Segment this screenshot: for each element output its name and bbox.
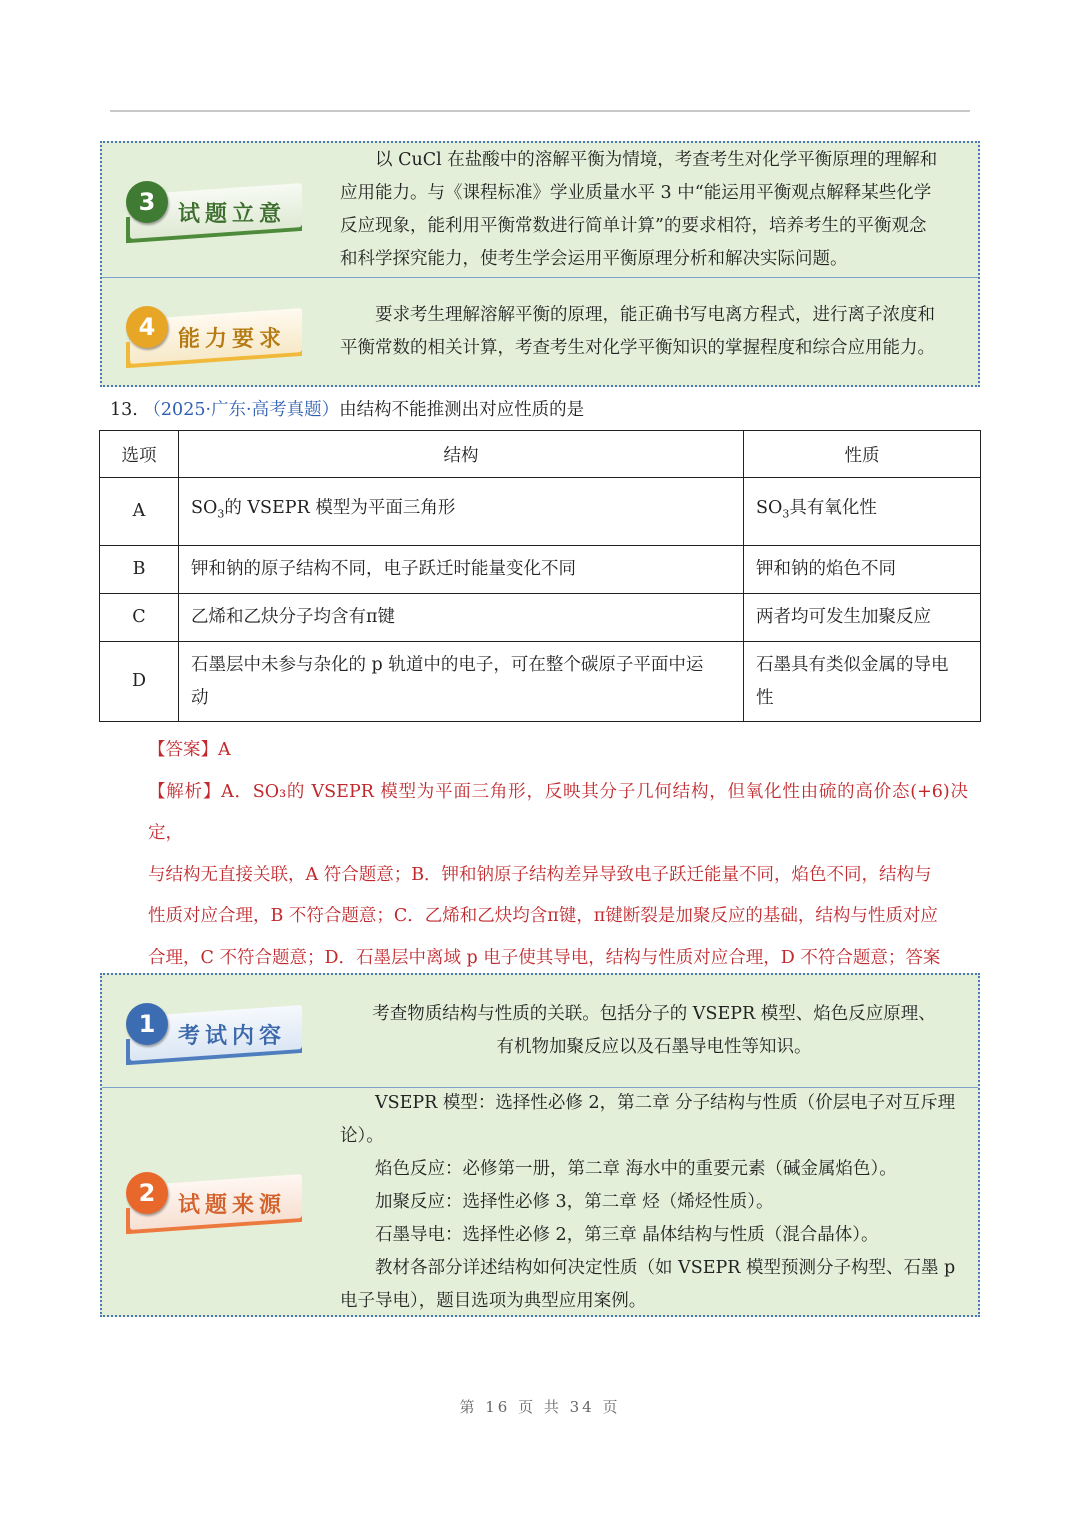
- table-header-row: [100, 431, 981, 478]
- property-cell: $SO_3$具有氧化性: [744, 478, 981, 546]
- badge-title: 试题立意: [178, 202, 287, 227]
- option-label: C: [100, 594, 179, 642]
- header-property: 性质: [744, 431, 981, 478]
- structure-cell: 钾和钠的原子结构不同，电子跃迁时能量变化不同: [179, 546, 744, 594]
- structure-cell: 石墨层中未参与杂化的 p 轨道中的电子，可在整个碳原子平面中运 动: [179, 642, 744, 722]
- badge-source: [126, 1172, 311, 1234]
- table-row: [100, 594, 981, 642]
- property-cell: 石墨具有类似金属的导电 性: [744, 642, 981, 722]
- badge-title: 试题来源: [178, 1193, 287, 1218]
- intent-text: 以 CuCl 在盐酸中的溶解平衡为情境，考查考生对化学平衡原理的理解和 应用能力。与《课程标准》学业质量水平 3 中“能运用平衡观点解释某些化学 反应现象，能利用平衡常数进行简单计算”的要求相符，培养考生的平衡观念 和科学探究能力，使考生学会运用平衡原理分析和解决实际问题。: [340, 150, 938, 269]
- structure-cell: 乙烯和乙炔分子均含有π键: [179, 594, 744, 642]
- page-number: 第 16 页 共 34 页: [459, 1398, 621, 1416]
- header-option: 选项: [100, 431, 179, 478]
- badge-number: 3: [126, 181, 168, 223]
- question-text: 由结构不能推测出对应性质的是: [339, 400, 585, 420]
- table-row: [100, 478, 981, 546]
- answer-line: 【答案】A: [148, 740, 231, 760]
- option-label: A: [100, 478, 179, 546]
- content-text: 考查物质结构与性质的关联。包括分子的 VSEPR 模型、焰色反应原理、 有机物加聚反应以及石墨导电性等知识。: [372, 1004, 936, 1057]
- table-row: [100, 546, 981, 594]
- badge-intent: [126, 181, 311, 243]
- section-content: [102, 975, 978, 1087]
- question-source: （2025·广东·高考真题）: [143, 400, 340, 420]
- question-number: 13.: [110, 400, 138, 420]
- badge-number: 1: [126, 1003, 168, 1045]
- option-label: D: [100, 642, 179, 722]
- badge-ability: [126, 306, 311, 368]
- table-row: [100, 642, 981, 722]
- property-cell: 钾和钠的焰色不同: [744, 546, 981, 594]
- header-rule: [110, 110, 970, 112]
- header-structure: 结构: [179, 431, 744, 478]
- option-label: B: [100, 546, 179, 594]
- badge-number: 4: [126, 306, 168, 348]
- analysis-line: 【解析】A．SO₃的 VSEPR 模型为平面三角形，反映其分子几何结构，但氧化性由硫的高价态(+6)决定，: [148, 781, 968, 843]
- analysis-line: 合理，C 不符合题意；D．石墨层中离域 p 电子使其导电，结构与性质对应合理，D 不符合题意；答案: [148, 947, 941, 968]
- info-box-intent-ability: [100, 141, 980, 387]
- property-cell: 两者均可发生加聚反应: [744, 594, 981, 642]
- badge-content: [126, 1003, 311, 1065]
- question-stem: [110, 396, 584, 421]
- options-table: [99, 430, 981, 722]
- analysis-line: 与结构无直接关联，A 符合题意；B．钾和钠原子结构差异导致电子跃迁能量不同，焰色不同，结构与: [148, 864, 932, 885]
- structure-cell: $SO_3$的 VSEPR 模型为平面三角形: [179, 478, 744, 546]
- badge-number: 2: [126, 1172, 168, 1214]
- badge-title: 考试内容: [178, 1024, 287, 1049]
- section-ability: [102, 278, 978, 386]
- info-box-content-source: [100, 973, 980, 1317]
- section-intent: [102, 143, 978, 277]
- source-text: VSEPR 模型：选择性必修 2，第二章 分子结构与性质（价层电子对互斥理 论）。 焰色反应：必修第一册，第二章 海水中的重要元素（碱金属焰色）。 加聚反应：选择性必修 3，第二章 烃（烯烃性质）。 石墨导电：选择性必修 2，第三章 晶体结构与性质（混合晶体）。 教材各部分详述结构如何决定性质（如 VSEPR 模型预测分子构型、石墨 p 电子导电），题目选项为典型应用案例。: [340, 1093, 956, 1311]
- ability-text: 要求考生理解溶解平衡的原理，能正确书写电离方程式，进行离子浓度和 平衡常数的相关计算，考查考生对化学平衡知识的掌握程度和综合应用能力。: [340, 305, 935, 358]
- analysis-line: 性质对应合理，B 不符合题意；C．乙烯和乙炔均含π键，π键断裂是加聚反应的基础，结构与性质对应: [148, 906, 938, 926]
- badge-title: 能力要求: [178, 327, 287, 352]
- section-source: [102, 1088, 978, 1316]
